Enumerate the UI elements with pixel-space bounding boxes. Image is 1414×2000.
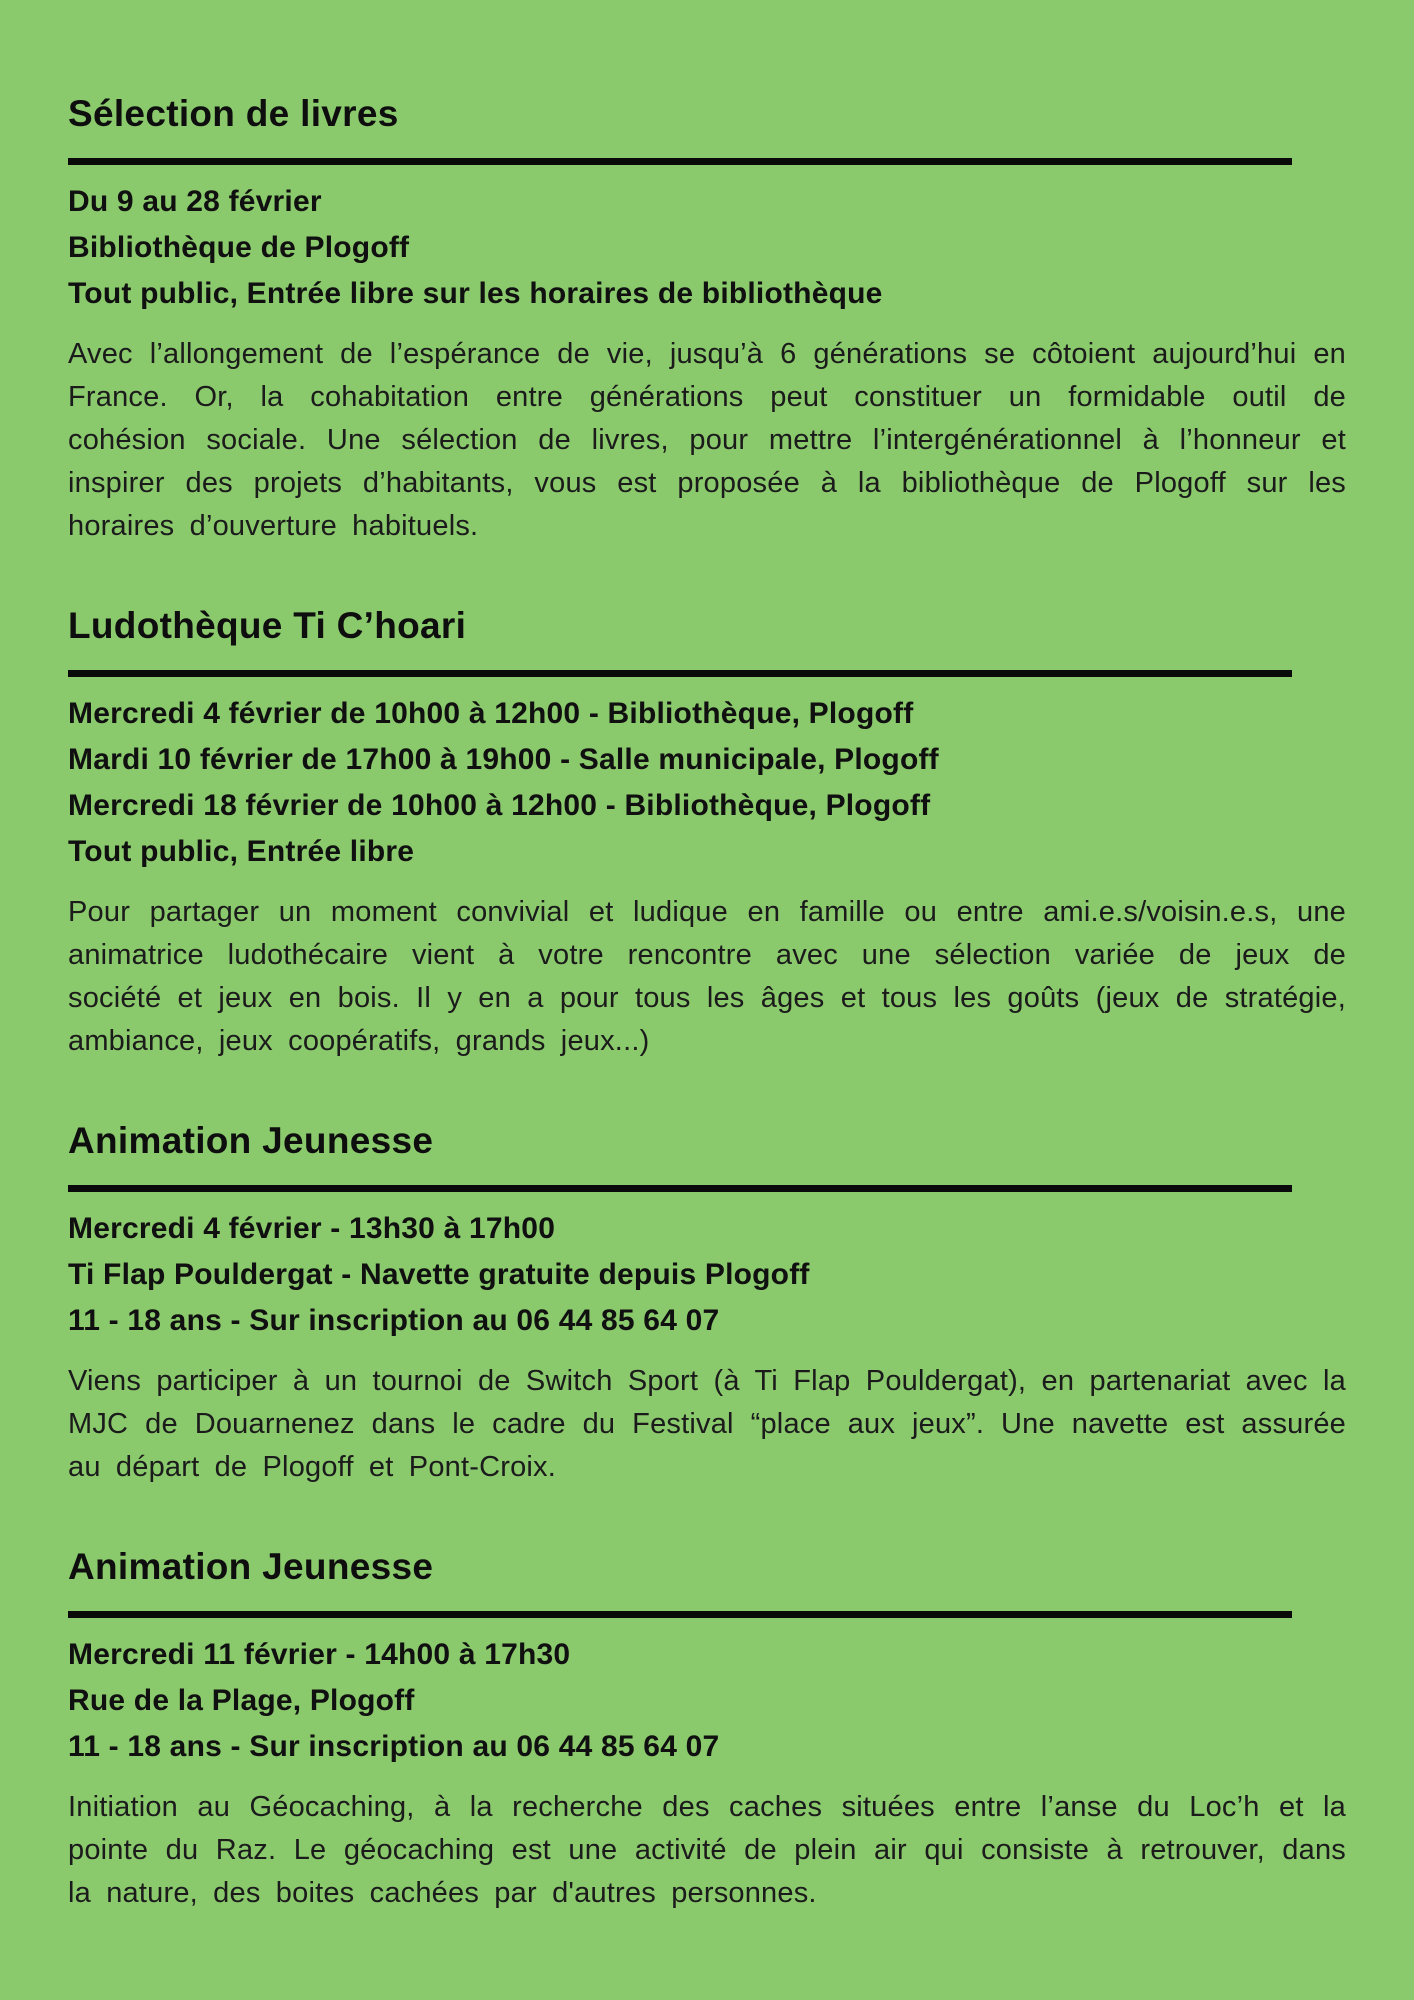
section-description: Avec l’allongement de l’espérance de vie, jusqu’à 6 générations se côtoient aujourd’hui en France. Or, la cohabitation entre générations peut constituer un formidable outil de cohésion sociale. Une sélection de livres, pour mettre l’intergénérationnel à l’honneur et inspirer des projets d’habitants, vous est proposée à la bibliothèque de Plogoff sur les horaires d’ouverture habituels.	[68, 338, 1346, 542]
event-details	[68, 1206, 1346, 1344]
event-registration-line: 11 - 18 ans - Sur inscription au 06 44 85 64 07	[68, 1730, 720, 1763]
section-title: Ludothèque Ti C’hoari	[68, 605, 467, 646]
event-date-line: Mercredi 4 février de 10h00 à 12h00 - Bibliothèque, Plogoff	[68, 697, 914, 730]
event-registration-line: 11 - 18 ans - Sur inscription au 06 44 85 64 07	[68, 1304, 720, 1337]
section-divider	[68, 158, 1292, 165]
section-ludotheque-ti-choari	[68, 604, 1346, 1063]
event-details	[68, 1632, 1346, 1770]
section-divider	[68, 1185, 1292, 1192]
section-animation-jeunesse-2	[68, 1545, 1346, 1915]
event-date-line: Mercredi 4 février - 13h30 à 17h00	[68, 1212, 556, 1245]
event-details	[68, 691, 1346, 875]
event-details	[68, 179, 1346, 317]
section-description: Viens participer à un tournoi de Switch Sport (à Ti Flap Pouldergat), en partenariat avec la MJC de Douarnenez dans le cadre du Festival “place aux jeux”. Une navette est assurée au départ de Plogoff et Pont-Croix.	[68, 1365, 1346, 1483]
event-date-line: Mercredi 11 février - 14h00 à 17h30	[68, 1638, 571, 1671]
section-title: Animation Jeunesse	[68, 1120, 434, 1161]
event-date-line: Du 9 au 28 février	[68, 185, 322, 218]
event-audience-line: Tout public, Entrée libre	[68, 835, 415, 868]
section-selection-de-livres	[68, 92, 1346, 548]
section-title: Animation Jeunesse	[68, 1546, 434, 1587]
event-date-line: Mercredi 18 février de 10h00 à 12h00 - Bibliothèque, Plogoff	[68, 789, 931, 822]
event-location-line: Rue de la Plage, Plogoff	[68, 1684, 415, 1717]
section-description: Pour partager un moment convivial et ludique en famille ou entre ami.e.s/voisin.e.s, une animatrice ludothécaire vient à votre rencontre avec une sélection variée de jeux de société et jeux en bois. Il y en a pour tous les âges et tous les goûts (jeux de stratégie, ambiance, jeux coopératifs, grands jeux...)	[68, 896, 1346, 1057]
section-description: Initiation au Géocaching, à la recherche des caches situées entre l’anse du Loc’h et la pointe du Raz. Le géocaching est une activité de plein air qui consiste à retrouver, dans la nature, des boites cachées par d'autres personnes.	[68, 1791, 1346, 1909]
section-divider	[68, 670, 1292, 677]
section-title: Sélection de livres	[68, 93, 399, 134]
event-audience-line: Tout public, Entrée libre sur les horaires de bibliothèque	[68, 277, 883, 310]
event-date-line: Mardi 10 février de 17h00 à 19h00 - Salle municipale, Plogoff	[68, 743, 939, 776]
event-location-line: Bibliothèque de Plogoff	[68, 231, 410, 264]
event-location-line: Ti Flap Pouldergat - Navette gratuite depuis Plogoff	[68, 1258, 810, 1291]
section-animation-jeunesse-1	[68, 1119, 1346, 1489]
section-divider	[68, 1611, 1292, 1618]
